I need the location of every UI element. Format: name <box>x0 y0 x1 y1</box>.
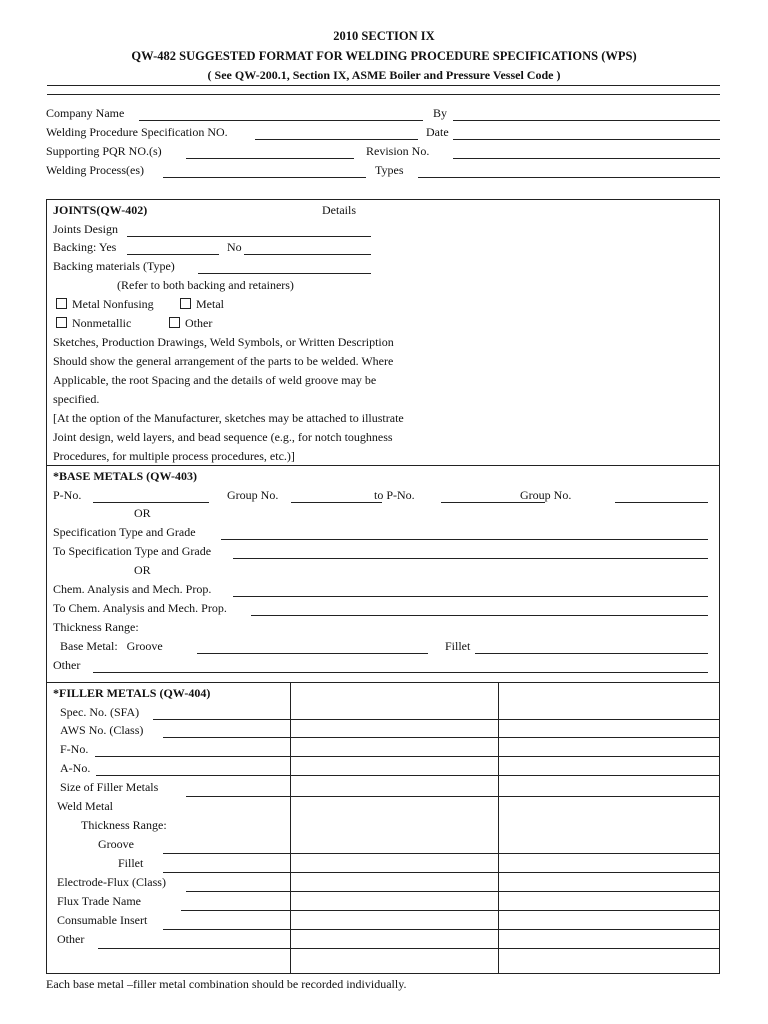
consumable-insert-label: Consumable Insert <box>57 913 148 927</box>
desc-line: Joint design, weld layers, and bead sequence (e.g., for notch toughness <box>53 430 393 444</box>
size-filler-field[interactable] <box>186 796 720 797</box>
backing-yes-field[interactable] <box>127 254 219 255</box>
base-other-field[interactable] <box>93 672 708 673</box>
section-divider-base <box>46 682 720 683</box>
to-p-no-field[interactable] <box>441 502 545 503</box>
joints-title: JOINTS(QW-402) <box>53 203 148 217</box>
base-fillet-label: Fillet <box>445 639 471 653</box>
weld-thickness-range-label: Thickness Range: <box>81 818 167 832</box>
date-label: Date <box>426 125 449 139</box>
f-no-field[interactable] <box>95 756 720 757</box>
base-metals-title: *BASE METALS (QW-403) <box>53 469 198 483</box>
base-metal-groove-field[interactable] <box>197 653 428 654</box>
electrode-flux-label: Electrode-Flux (Class) <box>57 875 166 889</box>
backing-materials-field[interactable] <box>198 273 371 274</box>
by-label: By <box>433 106 448 120</box>
spec-type-grade-field[interactable] <box>221 539 708 540</box>
types-field[interactable] <box>418 177 720 178</box>
p-no-field[interactable] <box>93 502 209 503</box>
supporting-pqr-label: Supporting PQR NO.(s) <box>46 144 162 158</box>
desc-line: Applicable, the root Spacing and the details of weld groove may be <box>53 373 377 387</box>
or-label: OR <box>134 506 151 520</box>
footer-note: Each base metal –filler metal combination should be recorded individually. <box>46 977 407 991</box>
header-rule-2 <box>47 94 720 95</box>
to-chem-analysis-field[interactable] <box>251 615 708 616</box>
group-no-2-field[interactable] <box>615 502 708 503</box>
filler-other-label: Other <box>57 932 85 946</box>
backing-no-label: No <box>227 240 242 254</box>
revision-no-field[interactable] <box>453 158 720 159</box>
desc-line: Sketches, Production Drawings, Weld Symbols, or Written Description <box>53 335 394 349</box>
metal-nonfusing-option[interactable]: Metal Nonfusing <box>56 297 154 311</box>
form-subtitle: ( See QW-200.1, Section IX, ASME Boiler and Pressure Vessel Code ) <box>207 68 561 82</box>
filler-col-divider <box>498 682 499 974</box>
checkbox-icon[interactable] <box>180 298 191 309</box>
wps-no-label: Welding Procedure Specification NO. <box>46 125 228 139</box>
to-spec-type-grade-label: To Specification Type and Grade <box>53 544 212 558</box>
consumable-insert-field[interactable] <box>163 929 720 930</box>
checkbox-icon[interactable] <box>56 298 67 309</box>
checkbox-icon[interactable] <box>169 317 180 328</box>
filler-col-divider <box>290 682 291 974</box>
backing-yes-label: Backing: Yes <box>53 240 117 254</box>
date-field[interactable] <box>453 139 720 140</box>
base-fillet-field[interactable] <box>475 653 708 654</box>
electrode-flux-field[interactable] <box>186 891 720 892</box>
group-no-field[interactable] <box>291 502 382 503</box>
thickness-range-label: Thickness Range: <box>53 620 139 634</box>
filler-metals-title: *FILLER METALS (QW-404) <box>53 686 211 700</box>
supporting-pqr-field[interactable] <box>186 158 354 159</box>
aws-no-field[interactable] <box>163 737 720 738</box>
base-other-label: Other <box>53 658 81 672</box>
welding-process-field[interactable] <box>163 177 366 178</box>
spec-no-field[interactable] <box>153 719 720 720</box>
filler-fillet-label: Fillet <box>118 856 144 870</box>
backing-no-field[interactable] <box>244 254 371 255</box>
types-label: Types <box>375 163 404 177</box>
refer-note: (Refer to both backing and retainers) <box>117 278 294 292</box>
group-no-label: Group No. <box>227 488 279 502</box>
desc-line: Should show the general arrangement of the parts to be welded. Where <box>53 354 394 368</box>
spec-type-grade-label: Specification Type and Grade <box>53 525 196 539</box>
group-no-2-label: Group No. <box>520 488 572 502</box>
flux-trade-name-label: Flux Trade Name <box>57 894 141 908</box>
to-p-no-label: to P-No. <box>374 488 415 502</box>
f-no-label: F-No. <box>60 742 89 756</box>
joints-design-field[interactable] <box>127 236 371 237</box>
nonmetallic-option[interactable]: Nonmetallic <box>56 316 131 330</box>
chem-analysis-label: Chem. Analysis and Mech. Prop. <box>53 582 212 596</box>
a-no-field[interactable] <box>96 775 720 776</box>
by-field[interactable] <box>453 120 720 121</box>
section-divider-joints <box>46 465 720 466</box>
company-name-label: Company Name <box>46 106 125 120</box>
aws-no-label: AWS No. (Class) <box>60 723 144 737</box>
filler-groove-label: Groove <box>98 837 134 851</box>
desc-line: [At the option of the Manufacturer, sketches may be attached to illustrate <box>53 411 404 425</box>
or-label: OR <box>134 563 151 577</box>
chem-analysis-field[interactable] <box>233 596 708 597</box>
desc-line: specified. <box>53 392 100 406</box>
welding-process-label: Welding Process(es) <box>46 163 145 177</box>
company-name-field[interactable] <box>139 120 423 121</box>
section-title: 2010 SECTION IX <box>333 29 435 43</box>
weld-metal-label: Weld Metal <box>57 799 114 813</box>
metal-option[interactable]: Metal <box>180 297 224 311</box>
to-spec-type-grade-field[interactable] <box>233 558 708 559</box>
a-no-label: A-No. <box>60 761 91 775</box>
backing-materials-label: Backing materials (Type) <box>53 259 175 273</box>
desc-line: Procedures, for multiple process procedures, etc.)] <box>53 449 295 463</box>
filler-fillet-field[interactable] <box>163 872 720 873</box>
revision-no-label: Revision No. <box>366 144 430 158</box>
wps-no-field[interactable] <box>255 139 418 140</box>
size-filler-label: Size of Filler Metals <box>60 780 159 794</box>
joints-design-label: Joints Design <box>53 222 119 236</box>
spec-no-label: Spec. No. (SFA) <box>60 705 140 719</box>
header-rule <box>47 85 720 86</box>
other-option[interactable]: Other <box>169 316 212 330</box>
to-chem-analysis-label: To Chem. Analysis and Mech. Prop. <box>53 601 227 615</box>
details-label: Details <box>322 203 356 217</box>
filler-groove-field[interactable] <box>163 853 720 854</box>
checkbox-icon[interactable] <box>56 317 67 328</box>
form-title: QW-482 SUGGESTED FORMAT FOR WELDING PROCEDURE SPECIFICATIONS (WPS) <box>131 49 637 63</box>
base-metal-groove-label: Base Metal: Groove <box>60 639 163 653</box>
filler-other-field[interactable] <box>98 948 720 949</box>
flux-trade-name-field[interactable] <box>181 910 720 911</box>
p-no-label: P-No. <box>53 488 82 502</box>
